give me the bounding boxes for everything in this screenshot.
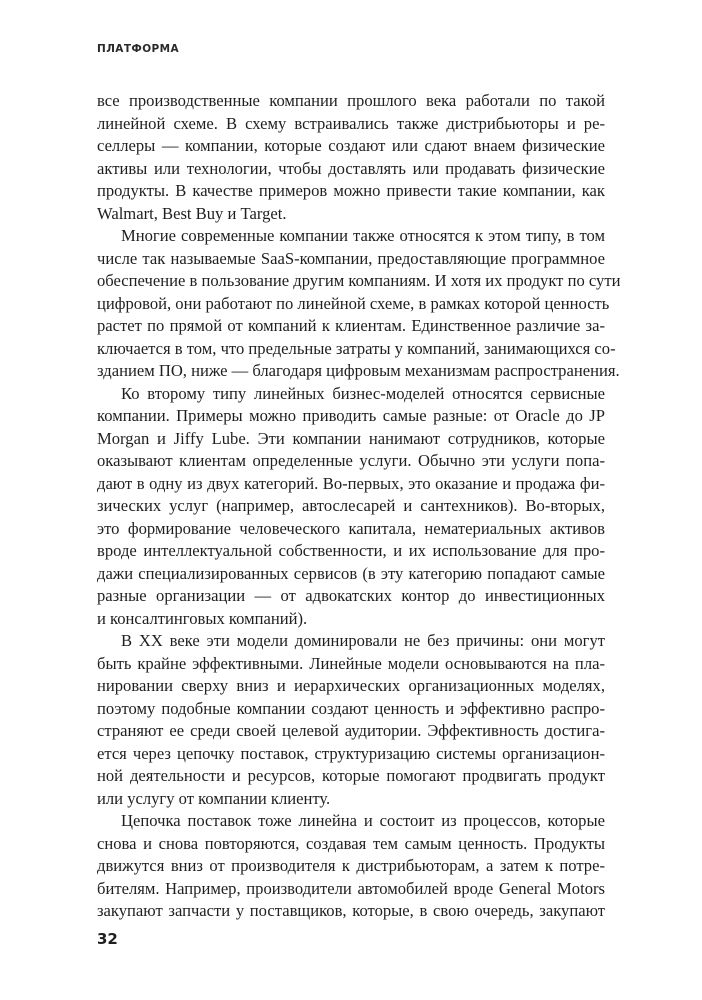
text-line: ется через цепочку поставок, структуризацию системы организацион- <box>97 743 605 763</box>
text-line: числе так называемые SaaS-компании, предоставляющие программное <box>97 248 605 268</box>
paragraph-2 <box>97 225 621 383</box>
text-line: Morgan и Jiffy Lube. Эти компании нанимают сотрудников, которые <box>97 428 605 448</box>
text-line: обеспечение в пользование другим компаниям. И хотя их продукт по сути <box>97 271 621 290</box>
text-line: закупают запчасти у поставщиков, которые, в свою очередь, закупают <box>97 901 605 920</box>
text-line: Цепочка поставок тоже линейна и состоит из процессов, которые <box>121 811 605 830</box>
text-line: компании. Примеры можно приводить самые разные: от Oracle до JP <box>97 406 605 425</box>
text-line: поэтому подобные компании создают ценность и эффективно распро- <box>97 698 605 718</box>
text-line: движутся вниз от производителя к дистрибьюторам, а затем к потре- <box>97 856 605 875</box>
text-line: страняют ее среди своей целевой аудитории. Эффективность достига- <box>97 721 605 740</box>
text-line: и консалтинговых компаний). <box>97 608 308 628</box>
text-line: вроде интеллектуальной собственности, и их использование для про- <box>97 541 605 560</box>
paragraph-5 <box>97 810 605 923</box>
text-line: разные организации — от адвокатских контор до инвестиционных <box>97 586 605 605</box>
paragraph-4 <box>97 630 605 810</box>
paragraph-3 <box>97 383 605 631</box>
text-line: В XX веке эти модели доминировали не без причины: они могут <box>121 631 605 650</box>
text-line: дают в одну из двух категорий. Во-первых, это оказание и продажа фи- <box>97 473 605 493</box>
text-line: снова и снова повторяются, создавая тем самым ценность. Продукты <box>97 833 605 853</box>
text-line: дажи специализированных сервисов (в эту категорию попадают самые <box>97 563 605 583</box>
paragraph-1 <box>97 90 605 225</box>
page-number: 32 <box>97 930 118 948</box>
text-line: активы или технологии, чтобы доставлять или продавать физические <box>97 158 605 178</box>
text-line: все производственные компании прошлого века работали по такой <box>97 91 605 110</box>
running-head: ПЛАТФОРМА <box>97 43 180 55</box>
text-line: оказывают клиентам определенные услуги. Обычно эти услуги попа- <box>97 451 605 470</box>
text-line: ной деятельности и ресурсов, которые помогают продвигать продукт <box>97 766 605 785</box>
text-line: линейной схеме. В схему встраивались также дистрибьюторы и ре- <box>97 113 605 133</box>
text-line: растет по прямой от компаний к клиентам. Единственное различие за- <box>97 316 605 335</box>
text-line: или услугу от компании клиенту. <box>97 788 331 808</box>
text-line: нировании сверху вниз и иерархических организационных моделях, <box>97 676 605 695</box>
text-line: продукты. В качестве примеров можно привести такие компании, как <box>97 181 605 200</box>
text-line: ключается в том, что предельные затраты у компаний, занимающихся со- <box>97 338 616 358</box>
text-line: это формирование человеческого капитала, нематериальных активов <box>97 518 605 538</box>
text-line: зических услуг (например, автослесарей и сантехников). Во-вторых, <box>97 496 605 515</box>
text-line: селлеры — компании, которые создают или сдают внаем физические <box>97 136 605 155</box>
text-line: цифровой, они работают по линейной схеме, в рамках которой ценность <box>97 293 610 313</box>
text-line: бителям. Например, производители автомобилей вроде General Motors <box>97 878 605 898</box>
text-line: Многие современные компании также относятся к этом типу, в том <box>121 226 605 245</box>
text-line: Ко второму типу линейных бизнес-моделей относятся сервисные <box>121 383 605 403</box>
text-line: быть крайне эффективными. Линейные модели основываются на пла- <box>97 653 605 673</box>
text-line: Walmart, Best Buy и Target. <box>97 203 287 223</box>
body-text <box>97 90 621 923</box>
text-line: зданием ПО, ниже — благодаря цифровым механизмам распространения. <box>97 361 620 380</box>
